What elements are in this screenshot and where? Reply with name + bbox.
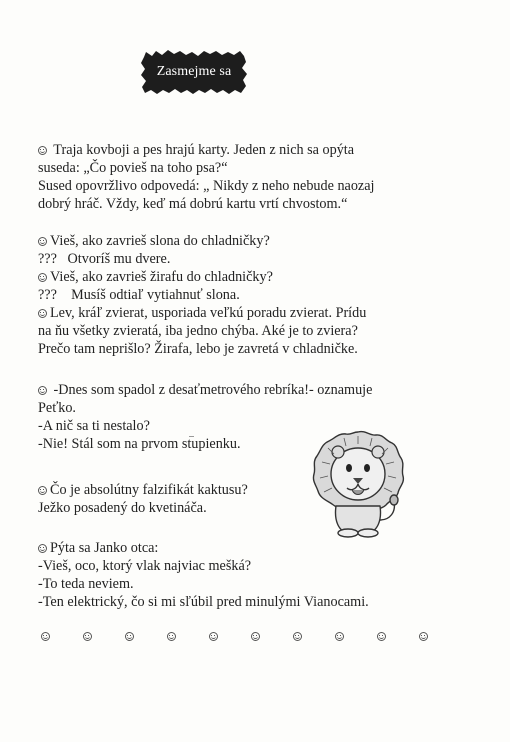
smiley-icon bbox=[38, 544, 47, 553]
lion-icon bbox=[308, 428, 408, 538]
smiley-icon bbox=[209, 632, 218, 641]
joke-1-line-3: Sused opovržlivo odpovedá: „ Nikdy z neho nebude naozaj bbox=[38, 178, 375, 194]
joke-2-line-3: Vieš, ako zavrieš žirafu do chladničky? bbox=[38, 268, 273, 286]
smiley-icon bbox=[293, 632, 302, 641]
joke-5-line-3: -To teda neviem. bbox=[38, 576, 134, 592]
joke-2-line-4: ??? Musíš odtiaľ vytiahnuť slona. bbox=[38, 287, 240, 303]
joke-3-line-1: -Dnes som spadol z desaťmetrového rebríka!- oznamuje bbox=[38, 381, 372, 399]
smiley-icon bbox=[125, 632, 134, 641]
joke-2-line-6: na ňu všetky zvieratá, iba jedno chýba. Aké je to zviera? bbox=[38, 323, 358, 339]
smiley-icon bbox=[167, 632, 176, 641]
joke-2-line-2: ??? Otvoríš mu dvere. bbox=[38, 251, 171, 267]
joke-2-line-5: Lev, kráľ zvierat, usporiada veľkú poradu zvierat. Prídu bbox=[38, 304, 366, 322]
joke-1-line-4: dobrý hráč. Vždy, keď má dobrú kartu vrtí chvostom.“ bbox=[38, 196, 348, 212]
smiley-icon bbox=[38, 309, 47, 318]
smiley-icon bbox=[38, 386, 47, 395]
joke-3-line-3: -A nič sa ti nestalo? bbox=[38, 418, 150, 434]
smiley-icon bbox=[38, 486, 47, 495]
page-title: Zasmejme sa bbox=[156, 64, 232, 79]
joke-1-line-1: Traja kovboji a pes hrajú karty. Jeden z nich sa opýta bbox=[38, 141, 354, 159]
smiley-icon bbox=[41, 632, 50, 641]
smiley-icon bbox=[38, 237, 47, 246]
joke-4-line-1: Čo je absolútny falzifikát kaktusu? bbox=[38, 481, 248, 499]
smiley-icon bbox=[83, 632, 92, 641]
joke-5-line-4: -Ten elektrický, čo si mi sľúbil pred minulými Vianocami. bbox=[38, 594, 369, 610]
joke-5-line-1: Pýta sa Janko otca: bbox=[38, 539, 158, 557]
smiley-icon bbox=[251, 632, 260, 641]
smiley-icon bbox=[38, 146, 47, 155]
joke-1-line-2: suseda: „Čo povieš na toho psa?“ bbox=[38, 160, 228, 176]
smiley-icon bbox=[335, 632, 344, 641]
joke-4-line-2: Ježko posadený do kvetináča. bbox=[38, 500, 207, 516]
smiley-row bbox=[41, 632, 431, 644]
joke-2-line-1: Vieš, ako zavrieš slona do chladničky? bbox=[38, 232, 270, 250]
title-banner bbox=[140, 50, 248, 94]
smiley-icon bbox=[38, 273, 47, 282]
joke-3-line-4: -Nie! Stál som na prvom stupienku. bbox=[38, 436, 241, 452]
joke-3-line-2: Peťko. bbox=[38, 400, 76, 416]
joke-5-line-2: -Vieš, oco, ktorý vlak najviac mešká? bbox=[38, 558, 252, 574]
smiley-icon bbox=[419, 632, 428, 641]
smiley-icon bbox=[377, 632, 386, 641]
joke-2-line-7: Prečo tam neprišlo? Žirafa, lebo je zavretá v chladničke. bbox=[38, 341, 358, 357]
